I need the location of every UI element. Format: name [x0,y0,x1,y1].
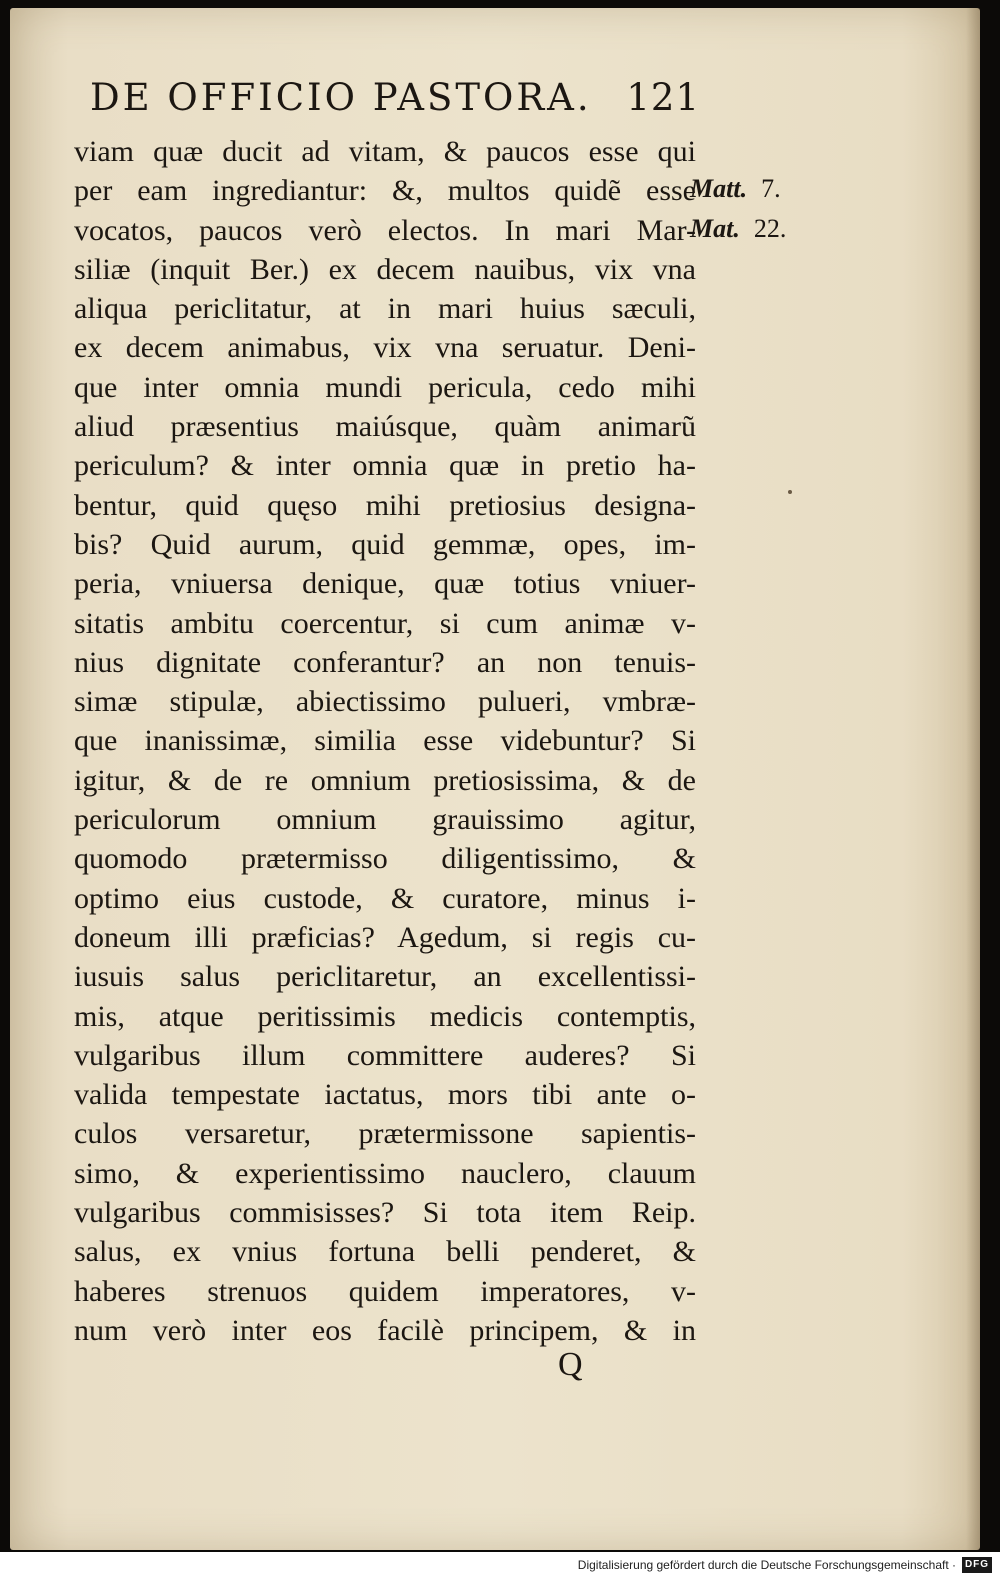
text-line: num verò inter eos facilè principem, & in [74,1313,696,1347]
body-text [74,132,696,1350]
text-line: quomodo prætermisso diligentissimo, & [74,842,696,876]
text-line: periculorum omnium grauissimo agitur, [74,803,696,837]
text-line: simæ stipulæ, abiectissimo pulueri, vmbræ- [74,685,696,719]
page-edge-shadow [966,8,980,1550]
text-line: simo, & experientissimo nauclero, clauum [74,1156,696,1190]
text-line: igitur, & de re omnium pretiosissima, & de [74,763,696,797]
text-line: per eam ingrediantur: &, multos quidẽ esse [74,174,696,208]
margin-note-mat-22 [690,214,786,244]
text-line: culos versaretur, prætermissone sapientis- [74,1117,696,1151]
running-title: DE OFFICIO PASTORA. [90,76,592,119]
page-number: 121 [626,76,700,119]
text-line: vulgaribus commisisses? Si tota item Reip. [74,1196,696,1230]
text-line: doneum illi præficias? Agedum, si regis cu- [74,920,696,954]
text-line: viam quæ ducit ad vitam, & paucos esse qui [74,135,696,168]
text-line: valida tempestate iactatus, mors tibi ante o- [74,1078,696,1112]
footer-bar [0,1552,1000,1580]
margin-note-ref: 22. [753,214,787,243]
text-line: optimo eius custode, & curatore, minus i- [74,881,696,915]
paper-speck [788,490,792,494]
text-line: ex decem animabus, vix vna seruatur. Deni- [74,331,696,365]
margin-note-matt-7 [690,174,781,204]
text-line: haberes strenuos quidem imperatores, v- [74,1274,696,1308]
text-line: sitatis ambitu coercentur, si cum animæ v- [74,606,696,640]
margin-note-book: Matt. [690,174,748,203]
text-line: que inter omnia mundi pericula, cedo mihi [74,370,696,404]
text-line: nius dignitate conferantur? an non tenuis- [74,645,696,679]
catchword: Q [558,1346,583,1383]
text-line: aliud præsentius maiúsque, quàm animarũ [74,410,696,444]
text-line: iusuis salus periclitaretur, an excellentissi- [74,960,696,994]
text-line: que inanissimæ, similia esse videbuntur? Si [74,724,696,758]
text-line: vulgaribus illum committere auderes? Si [74,1038,696,1072]
text-line: mis, atque peritissimis medicis contemptis, [74,999,696,1033]
text-line: vocatos, paucos verò electos. In mari Mar- [74,213,696,247]
text-line: salus, ex vnius fortuna belli penderet, & [74,1235,696,1269]
text-line: bentur, quid quęso mihi pretiosius designa- [74,488,696,522]
dfg-logo: DFG [962,1557,992,1573]
text-line: bis? Quid aurum, quid gemmæ, opes, im- [74,527,696,561]
text-line: periculum? & inter omnia quæ in pretio ha- [74,449,696,483]
funding-credit: Digitalisierung gefördert durch die Deutsche Forschungsgemeinschaft · [577,1558,956,1572]
text-line: siliæ (inquit Ber.) ex decem nauibus, vix vna [74,252,696,286]
page-header [90,76,700,126]
margin-note-ref: 7. [761,174,781,203]
text-line: aliqua periclitatur, at in mari huius sæculi, [74,292,696,326]
text-line: peria, vniuersa denique, quæ totius vniuer- [74,567,696,601]
margin-note-book: Mat. [690,214,740,243]
